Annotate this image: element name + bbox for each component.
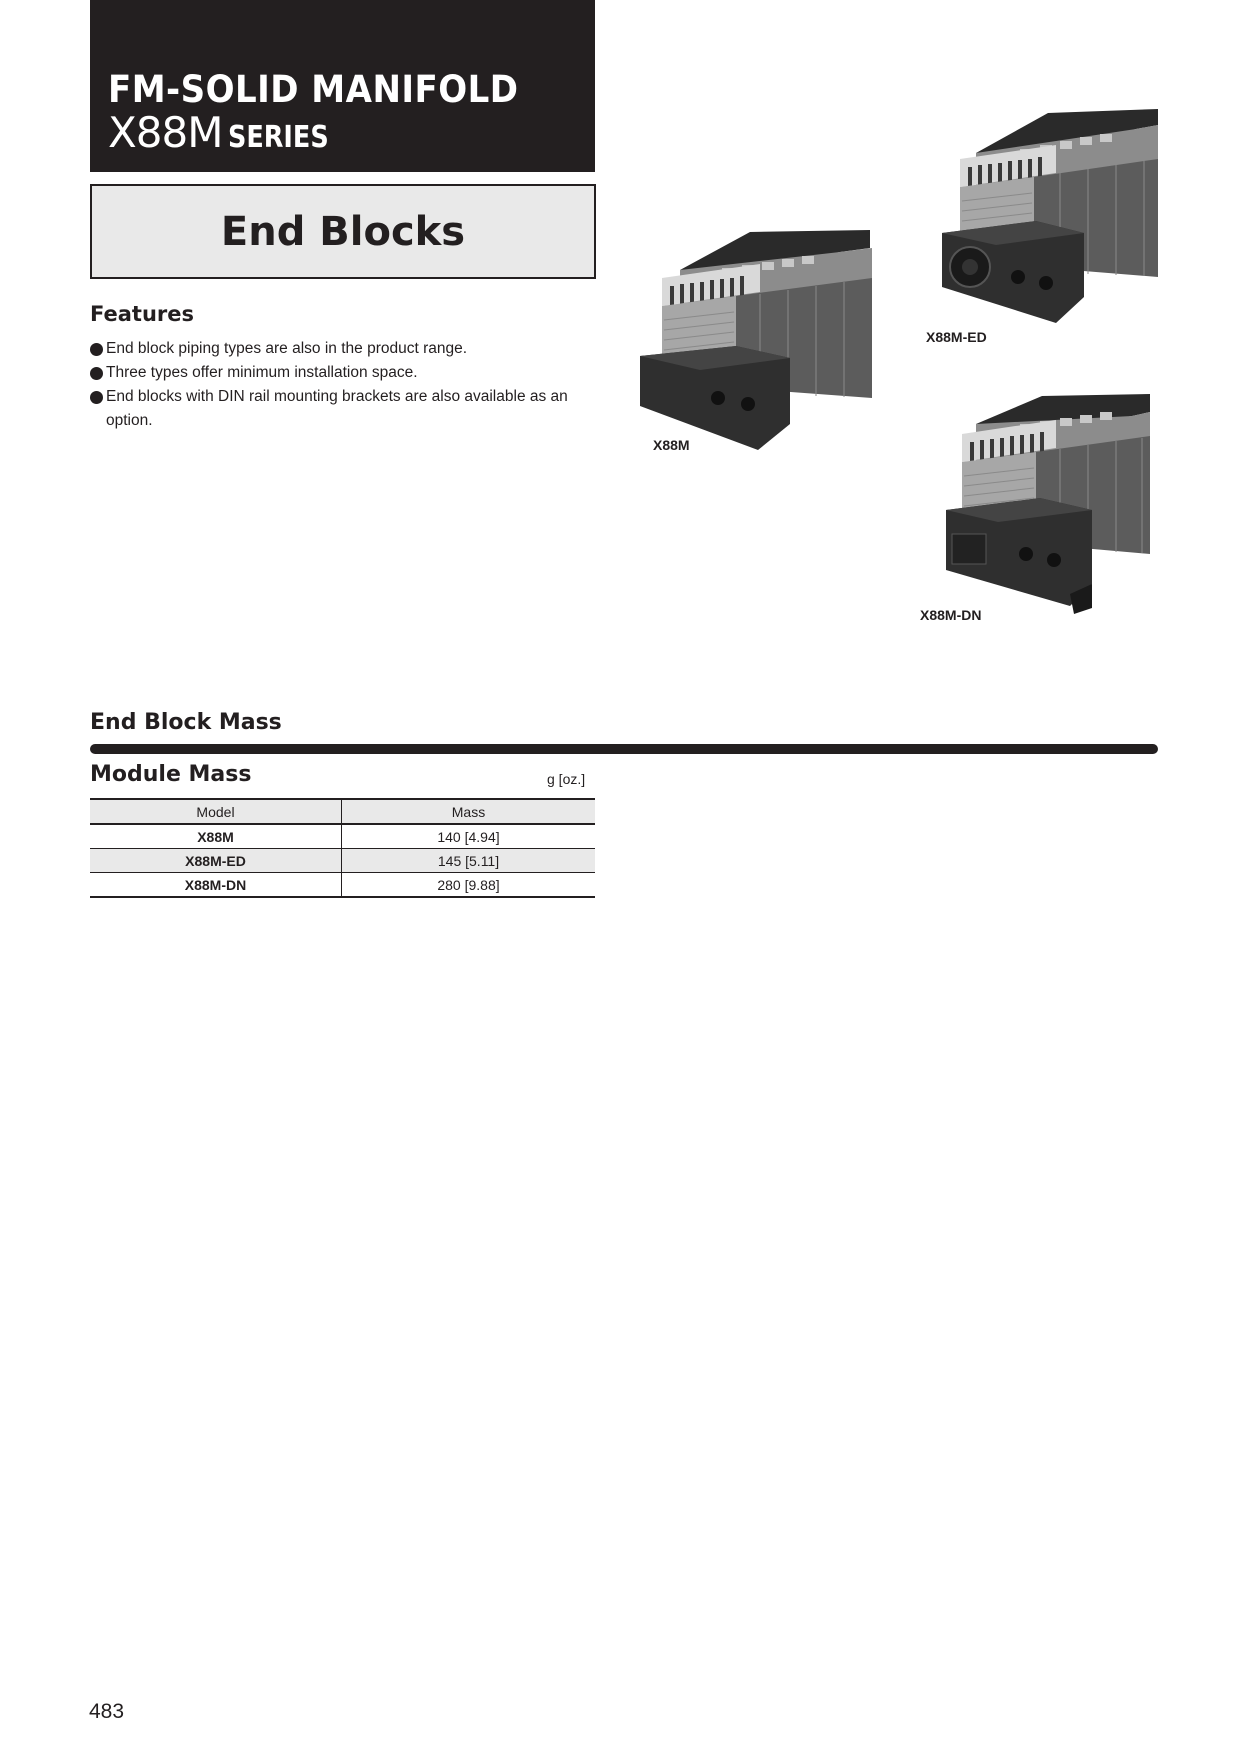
product-family-title: FM-SOLID MANIFOLD — [108, 68, 519, 111]
cell-model: X88M — [90, 824, 342, 849]
bullet-icon — [90, 343, 103, 356]
manifold-x88m-photo — [640, 228, 876, 450]
feature-item — [90, 385, 600, 433]
feature-item — [90, 337, 600, 361]
features-list — [90, 337, 600, 433]
table-row — [90, 849, 595, 873]
feature-text: End blocks with DIN rail mounting brackets are also available as an option. — [106, 388, 568, 429]
section-divider — [90, 744, 1158, 754]
product-label-x88m: X88M — [653, 437, 690, 453]
cell-mass: 145 [5.11] — [437, 852, 500, 869]
series-title — [108, 108, 347, 157]
cell-model: X88M-DN — [90, 873, 342, 898]
cell-mass: 280 [9.88] — [437, 876, 500, 893]
cell-mass: 140 [4.94] — [437, 828, 500, 845]
series-code: X88M — [108, 108, 223, 157]
manifold-x88m-ed-photo — [936, 107, 1158, 329]
table-header-row — [90, 799, 595, 824]
features-heading: Features — [90, 302, 194, 326]
table-row — [90, 873, 595, 898]
page-number: 483 — [89, 1700, 125, 1723]
series-word: SERIES — [228, 120, 330, 155]
feature-item — [90, 361, 600, 385]
column-header-model: Model — [90, 799, 342, 824]
module-mass-table — [90, 798, 595, 898]
feature-text: End block piping types are also in the product range. — [106, 340, 468, 357]
end-block-mass-heading: End Block Mass — [90, 710, 282, 735]
unit-label: g [oz.] — [547, 771, 586, 787]
module-mass-heading: Module Mass — [90, 762, 252, 787]
header-banner — [90, 0, 595, 172]
section-title-box — [90, 184, 596, 279]
feature-text: Three types offer minimum installation space. — [106, 364, 418, 381]
cell-model: X88M-ED — [90, 849, 342, 873]
product-label-x88m-ed: X88M-ED — [926, 329, 987, 345]
manifold-x88m-dn-photo — [942, 394, 1158, 614]
bullet-icon — [90, 391, 103, 404]
product-label-x88m-dn: X88M-DN — [920, 607, 982, 623]
table-row — [90, 824, 595, 849]
column-header-mass: Mass — [451, 803, 486, 820]
section-title: End Blocks — [220, 208, 466, 255]
bullet-icon — [90, 367, 103, 380]
